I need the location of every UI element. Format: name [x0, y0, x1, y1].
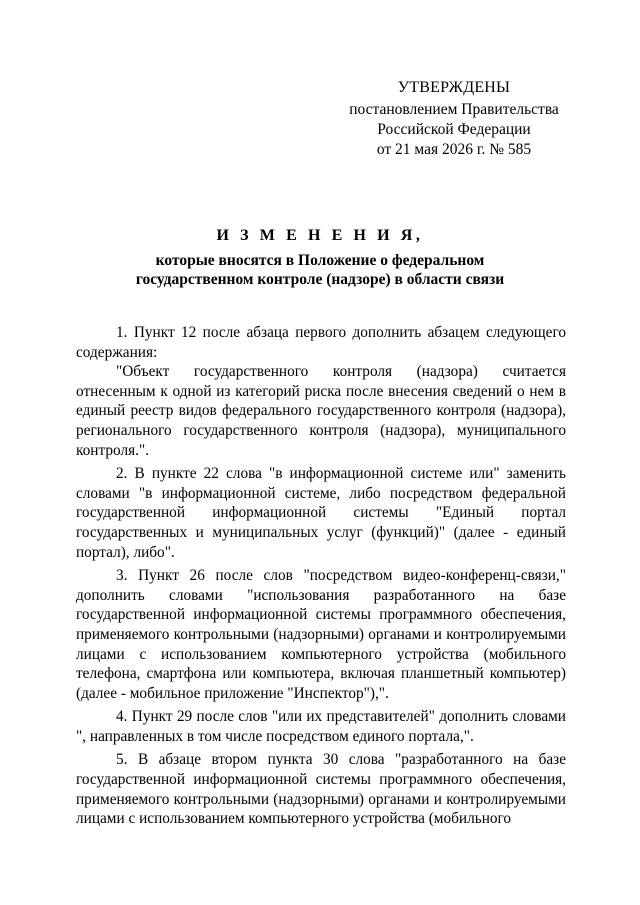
- title-heading: И З М Е Н Е Н И Я,: [216, 227, 424, 244]
- approval-heading: УТВЕРЖДЕНЫ: [397, 79, 511, 96]
- title-subtitle-line-1: которые вносятся в Положение о федеральном: [155, 252, 485, 269]
- approval-date-line: от 21 мая 2026 г. № 585: [376, 141, 532, 158]
- approval-line-2: Российской Федерации: [377, 121, 531, 138]
- paragraph-4: 4. Пункт 29 после слов "или их представителей" дополнить словами ", направленных в том числе посредством единого портала,".: [76, 708, 566, 745]
- paragraph-5: 5. В абзаце втором пункта 30 слова "разработанного на базе государственной информационной системы программного обеспечения, применяемого контрольными (надзорными) органами и контролируемыми лицами с использованием компьютерного устройства (мобильного: [76, 751, 566, 828]
- paragraph-1-quote: "Объект государственного контроля (надзора) считается отнесенным к одной из категорий риска после внесения сведений о нем в единый реестр видов федерального государственного контроля (надзора), регионального государственного контроля (надзора), муниципального контроля.".: [76, 363, 566, 459]
- paragraph-3: 3. Пункт 26 после слов "посредством видео-конференц-связи," дополнить словами "использования разработанного на базе государственной информационной системы программного обеспечения, применяемого контрольными (надзорными) органами и контролируемыми лицами с использованием компьютерного устройства (мобильного телефона, смартфона или компьютера, включая планшетный компьютер) (далее - мобильное приложение "Инспектор"),".: [76, 567, 566, 702]
- paragraph-2: 2. В пункте 22 слова "в информационной системе или" заменить словами "в информационной системе, либо посредством федеральной государственной информационной системы "Единый портал государственных и муниципальных услуг (функций)" (далее - единый портал), либо".: [76, 465, 566, 561]
- paragraph-1: 1. Пункт 12 после абзаца первого дополнить абзацем следующего содержания:: [76, 324, 566, 361]
- title-subtitle-line-2: государственном контроле (надзоре) в области связи: [135, 271, 505, 288]
- document-body: [76, 323, 566, 833]
- approval-line-1: постановлением Правительства: [349, 101, 559, 118]
- document-title: [76, 226, 564, 289]
- approval-stamp: [340, 78, 568, 160]
